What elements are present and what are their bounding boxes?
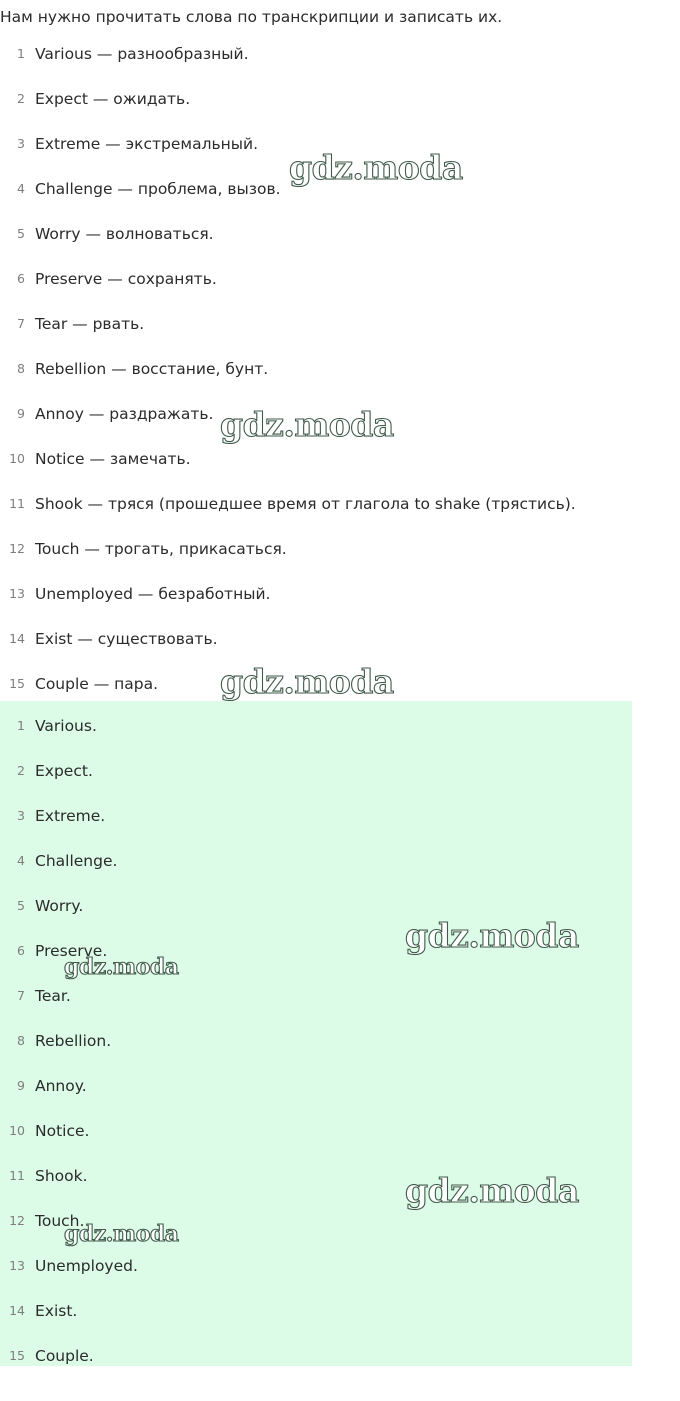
item-number: 15 xyxy=(9,676,25,691)
list-item xyxy=(0,794,632,839)
item-text: Unemployed. xyxy=(35,1257,138,1275)
list-item xyxy=(0,1289,632,1334)
item-text: Challenge. xyxy=(35,852,118,870)
item-text: Expect. xyxy=(35,762,93,780)
item-text: Preserve — сохранять. xyxy=(35,270,217,288)
item-text: Shook — тряся (прошедшее время от глагола to shake (трястись). xyxy=(35,495,576,513)
list-item xyxy=(0,482,680,527)
watermark-logo: gdz.moda xyxy=(289,148,463,187)
list-item xyxy=(0,884,632,929)
answer-list xyxy=(0,701,632,1366)
list-item xyxy=(0,302,680,347)
item-number: 8 xyxy=(17,361,25,376)
item-text: Tear. xyxy=(35,987,71,1005)
translation-list xyxy=(0,32,680,707)
list-item xyxy=(0,122,680,167)
list-item xyxy=(0,929,632,974)
list-item xyxy=(0,347,680,392)
item-number: 4 xyxy=(17,853,25,868)
list-item xyxy=(0,212,680,257)
item-number: 15 xyxy=(9,1348,25,1363)
item-number: 10 xyxy=(9,451,25,466)
item-text: Worry — волноваться. xyxy=(35,225,214,243)
list-item xyxy=(0,1154,632,1199)
item-text: Tear — рвать. xyxy=(35,315,145,333)
item-number: 9 xyxy=(17,406,25,421)
item-text: Unemployed — безработный. xyxy=(35,585,271,603)
item-number: 11 xyxy=(9,1168,25,1183)
item-number: 4 xyxy=(17,181,25,196)
list-item xyxy=(0,77,680,122)
item-number: 12 xyxy=(9,1213,25,1228)
list-item xyxy=(0,392,680,437)
list-item xyxy=(0,1109,632,1154)
item-text: Annoy — раздражать. xyxy=(35,405,214,423)
item-text: Rebellion — восстание, бунт. xyxy=(35,360,269,378)
item-number: 3 xyxy=(17,808,25,823)
list-item xyxy=(0,1199,632,1244)
list-item xyxy=(0,437,680,482)
item-text: Challenge — проблема, вызов. xyxy=(35,180,281,198)
watermark-logo: gdz.moda xyxy=(64,1221,179,1247)
item-number: 7 xyxy=(17,988,25,1003)
item-text: Extreme. xyxy=(35,807,106,825)
item-text: Various. xyxy=(35,717,97,735)
list-item xyxy=(0,704,632,749)
watermark-logo: gdz.moda xyxy=(405,1171,579,1210)
list-item xyxy=(0,1244,632,1289)
list-item xyxy=(0,974,632,1019)
item-text: Couple — пара. xyxy=(35,675,159,693)
item-text: Annoy. xyxy=(35,1077,87,1095)
list-item xyxy=(0,572,680,617)
item-number: 14 xyxy=(9,631,25,646)
list-item xyxy=(0,1019,632,1064)
item-text: Various — разнообразный. xyxy=(35,45,249,63)
item-number: 9 xyxy=(17,1078,25,1093)
item-number: 10 xyxy=(9,1123,25,1138)
list-item xyxy=(0,839,632,884)
item-number: 11 xyxy=(9,496,25,511)
item-number: 2 xyxy=(17,763,25,778)
list-item xyxy=(0,1064,632,1109)
item-text: Touch — трогать, прикасаться. xyxy=(35,540,287,558)
item-number: 2 xyxy=(17,91,25,106)
task-intro: Нам нужно прочитать слова по транскрипции и записать их. xyxy=(0,8,503,26)
item-text: Couple. xyxy=(35,1347,94,1365)
list-item xyxy=(0,257,680,302)
item-number: 14 xyxy=(9,1303,25,1318)
list-item xyxy=(0,1334,632,1379)
item-text: Notice — замечать. xyxy=(35,450,191,468)
list-item xyxy=(0,617,680,662)
item-text: Preserve. xyxy=(35,942,108,960)
item-number: 1 xyxy=(17,718,25,733)
item-number: 1 xyxy=(17,46,25,61)
item-number: 6 xyxy=(17,271,25,286)
item-number: 8 xyxy=(17,1033,25,1048)
item-number: 13 xyxy=(9,1258,25,1273)
list-item xyxy=(0,167,680,212)
item-number: 3 xyxy=(17,136,25,151)
list-item xyxy=(0,527,680,572)
watermark-logo: gdz.moda xyxy=(64,954,179,980)
item-text: Exist — существовать. xyxy=(35,630,218,648)
item-number: 12 xyxy=(9,541,25,556)
watermark-logo: gdz.moda xyxy=(405,916,579,955)
list-item xyxy=(0,749,632,794)
item-text: Rebellion. xyxy=(35,1032,112,1050)
watermark-logo: gdz.moda xyxy=(220,662,394,701)
item-number: 5 xyxy=(17,898,25,913)
item-text: Extreme — экстремальный. xyxy=(35,135,259,153)
item-text: Exist. xyxy=(35,1302,78,1320)
item-number: 6 xyxy=(17,943,25,958)
item-text: Worry. xyxy=(35,897,84,915)
list-item xyxy=(0,32,680,77)
item-number: 7 xyxy=(17,316,25,331)
item-text: Notice. xyxy=(35,1122,90,1140)
item-number: 5 xyxy=(17,226,25,241)
watermark-logo: gdz.moda xyxy=(220,405,394,444)
item-text: Shook. xyxy=(35,1167,88,1185)
item-number: 13 xyxy=(9,586,25,601)
item-text: Expect — ожидать. xyxy=(35,90,191,108)
item-text: Touch. xyxy=(35,1212,85,1230)
